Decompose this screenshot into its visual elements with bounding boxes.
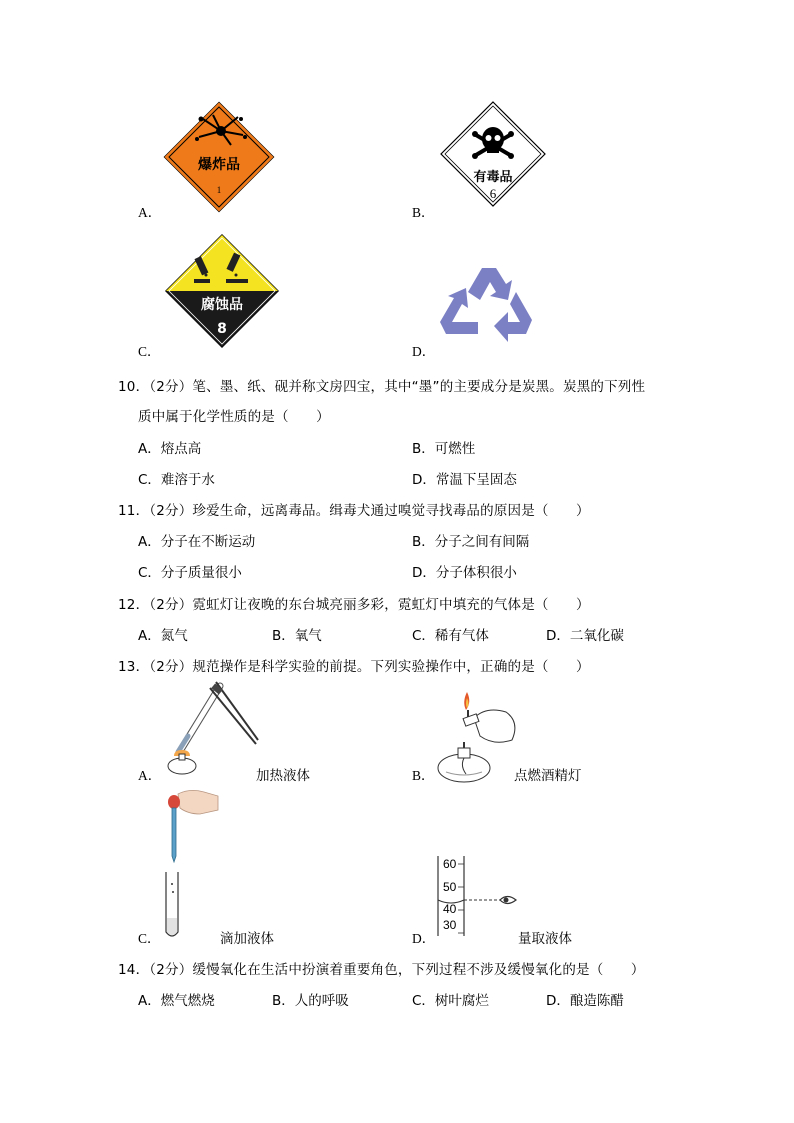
sign-c-label: 腐蚀品 xyxy=(201,297,243,313)
q13-option-d-letter: D． xyxy=(412,931,436,946)
q13-option-a-letter: A． xyxy=(138,768,162,783)
dropping-liquid-icon xyxy=(160,788,222,940)
q10-stem-line2: 质中属于化学性质的是（ ） xyxy=(138,409,330,425)
q10-option-b[interactable]: B．可燃性 xyxy=(412,441,476,457)
cylinder-scale-30: 30 xyxy=(443,918,457,932)
q12-stem: 12．（2分）霓虹灯让夜晚的东台城亮丽多彩，霓虹灯中填充的气体是（ ） xyxy=(118,597,590,613)
q12-option-b[interactable]: B．氧气 xyxy=(272,628,322,644)
q9-option-b-letter: B． xyxy=(412,205,435,220)
q14-option-a[interactable]: A．燃气燃烧 xyxy=(138,993,215,1009)
q9-option-d-letter: D． xyxy=(412,344,436,359)
q13-stem: 13．（2分）规范操作是科学实验的前提。下列实验操作中，正确的是（ ） xyxy=(118,659,590,675)
sign-a-number: 1 xyxy=(216,185,222,195)
q12-option-d[interactable]: D．二氧化碳 xyxy=(546,628,624,644)
q13-option-c-caption: 滴加液体 xyxy=(220,931,274,947)
q11-option-c[interactable]: C．分子质量很小 xyxy=(138,565,242,581)
cylinder-scale-50: 50 xyxy=(443,880,457,894)
q13-option-c-letter: C． xyxy=(138,931,161,946)
q10-option-d[interactable]: D．常温下呈固态 xyxy=(412,472,517,488)
q9-option-c-letter: C． xyxy=(138,344,161,359)
sign-c-number: 8 xyxy=(217,321,227,337)
cylinder-scale-60: 60 xyxy=(443,857,457,871)
q11-option-a[interactable]: A．分子在不断运动 xyxy=(138,534,256,550)
q11-option-d[interactable]: D．分子体积很小 xyxy=(412,565,517,581)
sign-b-label: 有毒品 xyxy=(473,170,513,185)
toxic-sign-icon xyxy=(440,101,546,207)
recycle-icon xyxy=(438,264,534,350)
q13-option-b-caption: 点燃酒精灯 xyxy=(514,768,582,784)
sign-b-number: 6 xyxy=(489,186,497,201)
q12-option-a[interactable]: A．氮气 xyxy=(138,628,188,644)
q14-stem: 14．（2分）缓慢氧化在生活中扮演着重要角色，下列过程不涉及缓慢氧化的是（ ） xyxy=(118,962,645,978)
q13-option-b-letter: B． xyxy=(412,768,435,783)
q9-option-a-letter: A． xyxy=(138,205,162,220)
heating-liquid-icon xyxy=(160,680,260,780)
q12-option-c[interactable]: C．稀有气体 xyxy=(412,628,489,644)
q11-option-b[interactable]: B．分子之间有间隔 xyxy=(412,534,530,550)
q14-option-c[interactable]: C．树叶腐烂 xyxy=(412,993,489,1009)
explosive-sign-icon xyxy=(163,101,275,213)
corrosive-sign-icon xyxy=(164,233,280,349)
q10-option-a[interactable]: A．熔点高 xyxy=(138,441,202,457)
cylinder-scale-40: 40 xyxy=(443,902,457,916)
lighting-alcohol-lamp-icon xyxy=(434,688,524,784)
q10-option-c[interactable]: C．难溶于水 xyxy=(138,472,215,488)
q14-option-b[interactable]: B．人的呼吸 xyxy=(272,993,349,1009)
q13-option-a-caption: 加热液体 xyxy=(256,768,310,784)
q14-option-d[interactable]: D．酿造陈醋 xyxy=(546,993,624,1009)
q13-option-d-caption: 量取液体 xyxy=(518,931,572,947)
q11-stem: 11．（2分）珍爱生命，远离毒品。缉毒犬通过嗅觉寻找毒品的原因是（ ） xyxy=(118,503,590,519)
sign-a-label: 爆炸品 xyxy=(198,157,240,173)
q10-stem-line1: 10．（2分）笔、墨、纸、砚并称文房四宝，其中“墨”的主要成分是炭黑。炭黑的下列性 xyxy=(118,379,646,395)
